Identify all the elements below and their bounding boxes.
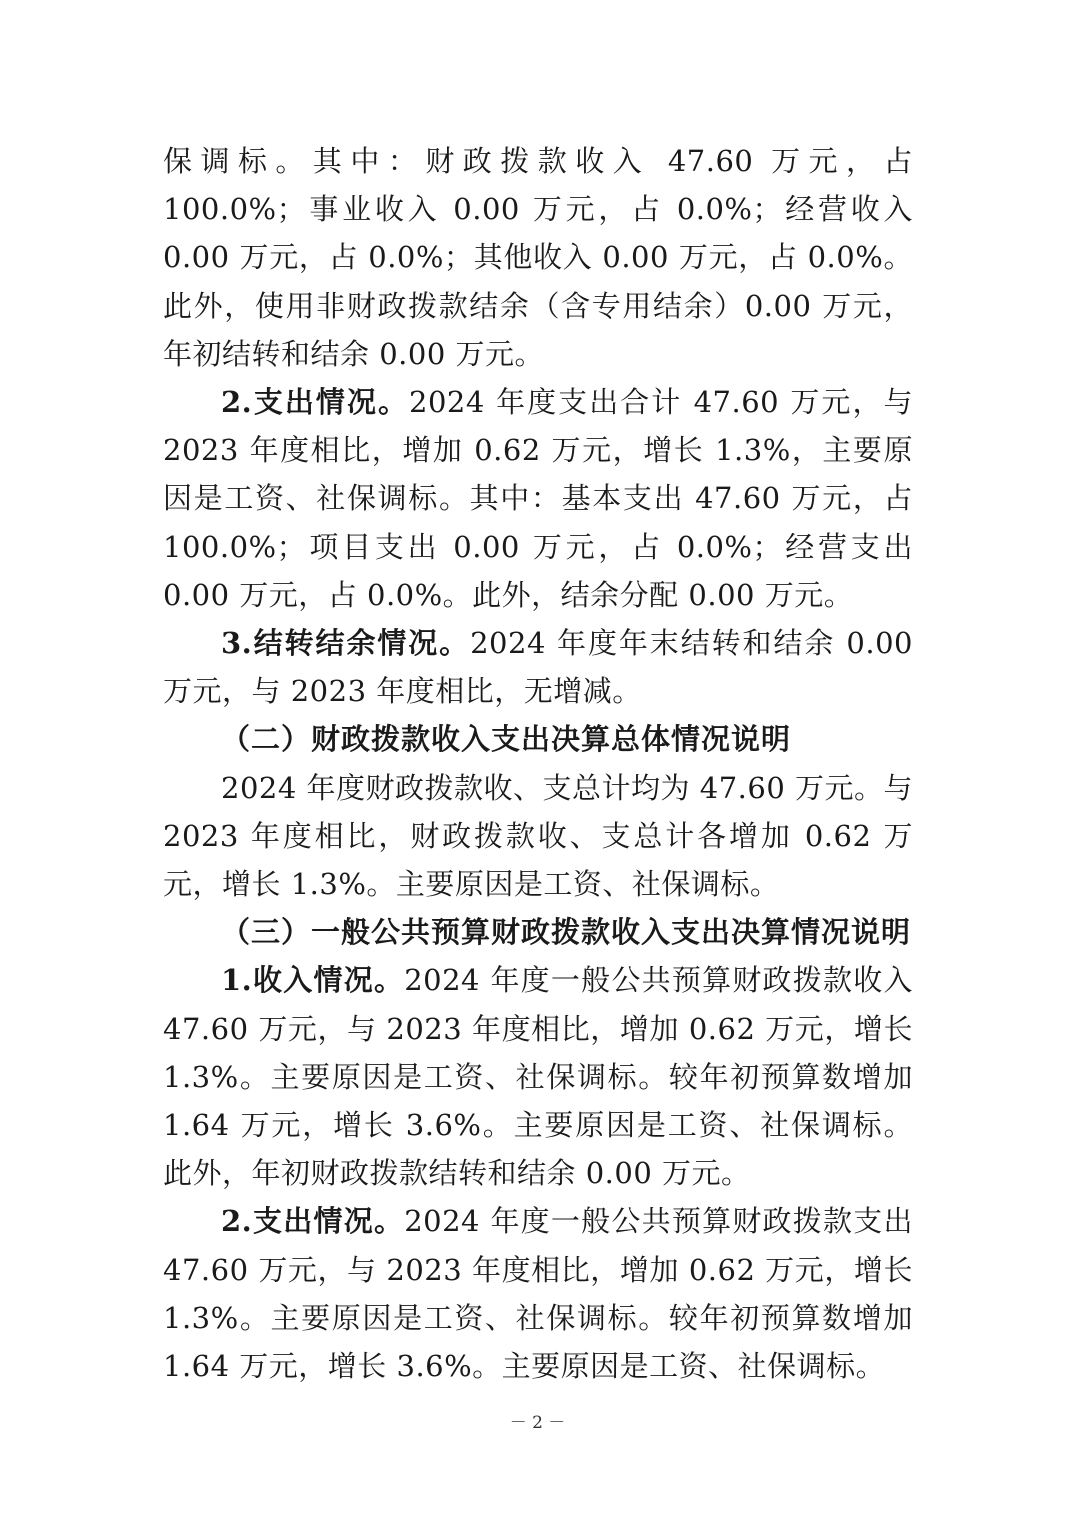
page-number: － 2 －	[509, 1413, 566, 1433]
paragraph-text: 2024 年度年末结转和结余 0.00 万元，与 2023 年度相比，无增减。	[163, 626, 913, 709]
paragraph-lead: 2.支出情况。	[221, 385, 410, 420]
paragraph-text: 2024 年度一般公共预算财政拨款收入 47.60 万元，与 2023 年度相比，增加 0.62 万元，增长 1.3%。主要原因是工资、社保调标。较年初预算数增加 1.64 万元，增长 3.6%。主要原因是工资、社保调标。此外，年初财政拨款结转和结余 0.00 万元。	[163, 963, 913, 1191]
section-3-heading: （三）一般公共预算财政拨款收入支出决算情况说明	[221, 915, 912, 950]
paragraph-lead: 3.结转结余情况。	[221, 626, 471, 661]
section-2-heading: （二）财政拨款收入支出决算总体情况说明	[221, 722, 792, 757]
section-3-income-paragraph	[163, 956, 913, 1197]
income-continued-paragraph	[163, 137, 913, 378]
paragraph-text: 保调标。其中：财政拨款收入 47.60 万元，占 100.0%；事业收入 0.00 万元，占 0.0%；经营收入 0.00 万元，占 0.0%；其他收入 0.00 万元，占 0.0%。此外，使用非财政拨款结余（含专用结余）0.00 万元，年初结转和结余 0.00 万元。	[163, 144, 913, 371]
paragraph-text: 2024 年度财政拨款收、支总计均为 47.60 万元。与 2023 年度相比，财政拨款收、支总计各增加 0.62 万元，增长 1.3%。主要原因是工资、社保调标。	[163, 770, 913, 902]
paragraph-lead: 1.收入情况。	[221, 963, 405, 998]
section-2-paragraph	[163, 764, 913, 909]
section-3-expense-paragraph	[163, 1197, 913, 1390]
paragraph-text: 2024 年度一般公共预算财政拨款支出 47.60 万元，与 2023 年度相比，增加 0.62 万元，增长 1.3%。主要原因是工资、社保调标。较年初预算数增加 1.64 万元，增长 3.6%。主要原因是工资、社保调标。	[163, 1204, 913, 1384]
carryover-paragraph	[163, 619, 913, 715]
expenditure-paragraph	[163, 378, 913, 619]
paragraph-text: 2024 年度支出合计 47.60 万元，与 2023 年度相比，增加 0.62 万元，增长 1.3%，主要原因是工资、社保调标。其中：基本支出 47.60 万元，占 100.0%；项目支出 0.00 万元，占 0.0%；经营支出 0.00 万元，占 0.0%。此外，结余分配 0.00 万元。	[163, 385, 913, 612]
document-page	[163, 137, 913, 1390]
paragraph-lead: 2.支出情况。	[221, 1204, 405, 1239]
